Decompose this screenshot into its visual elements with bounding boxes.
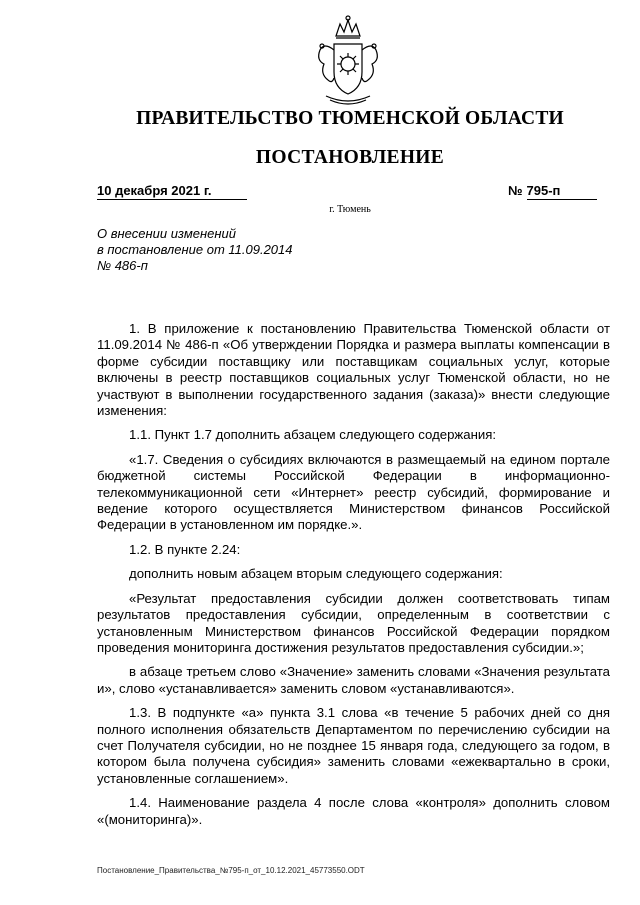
subject-line: в постановление от 11.09.2014: [97, 242, 293, 257]
body-paragraph: дополнить новым абзацем вторым следующего содержания:: [129, 566, 503, 582]
body-paragraph: 1.3. В подпункте «а» пункта 3.1 слова «в течение 5 рабочих дней со дня полного исполнения обязательств Департаментом по перечислению субсидии на счет Получателя субсидии, но не позднее 15 января года, следующего за годом, в котором была получена субсидия» заменить словами «ежеквартально в сроки, установленные соглашением».: [97, 705, 610, 786]
body-paragraph: 1.4. Наименование раздела 4 после слова «контроля» дополнить словом «(мониторинга)».: [97, 795, 610, 827]
document-date: 10 декабря 2021 г.: [97, 183, 247, 200]
body-paragraph: «1.7. Сведения о субсидиях включаются в размещаемый на едином портале бюджетной системы Российской Федерации в информационно-телекоммуникационной сети «Интернет» реестр субсидий, формирование и ведение которого осуществляется Министерством финансов Российской Федерации в установленном им порядке.».: [97, 451, 610, 533]
government-title: ПРАВИТЕЛЬСТВО ТЮМЕНСКОЙ ОБЛАСТИ: [136, 108, 564, 129]
subject-line: № 486-п: [97, 258, 148, 273]
document-subject: [97, 226, 397, 274]
subject-line: О внесении изменений: [97, 226, 236, 241]
body-paragraph: 1.1. Пункт 1.7 дополнить абзацем следующего содержания:: [129, 427, 497, 443]
number-sign: №: [508, 183, 523, 198]
body-paragraph: 1. В приложение к постановлению Правительства Тюменской области от 11.09.2014 № 486-п «Об утверждении Порядка и размера выплаты компенсации в форме субсидии поставщику или поставщикам социальных услуг, которые включены в реестр поставщиков социальных услуг Тюменской области, но не участвуют в выполнении государственного задания (заказа)» внести следующие изменения:: [97, 321, 610, 419]
body-paragraph: в абзаце третьем слово «Значение» заменить словами «Значения результата и», слово «устанавливается» заменить словом «устанавливаются».: [97, 664, 610, 696]
city-label: г. Тюмень: [329, 204, 371, 215]
document-type: ПОСТАНОВЛЕНИЕ: [255, 147, 445, 168]
document-number: [508, 183, 604, 200]
coat-of-arms-icon: [300, 14, 396, 110]
body-paragraph: «Результат предоставления субсидии должен соответствовать типам результатов предоставления субсидии, определенным в соответствии с установленным Министерством финансов Российской Федерации порядком проведения мониторинга достижения результатов предоставления субсидии.»;: [97, 590, 610, 655]
document-footer: Постановление_Правительства_№795-п_от_10.12.2021_45773550.ODT: [97, 866, 365, 875]
number-value: 795-п: [527, 183, 597, 200]
document-body: [97, 321, 610, 836]
body-paragraph: 1.2. В пункте 2.24:: [129, 541, 241, 557]
